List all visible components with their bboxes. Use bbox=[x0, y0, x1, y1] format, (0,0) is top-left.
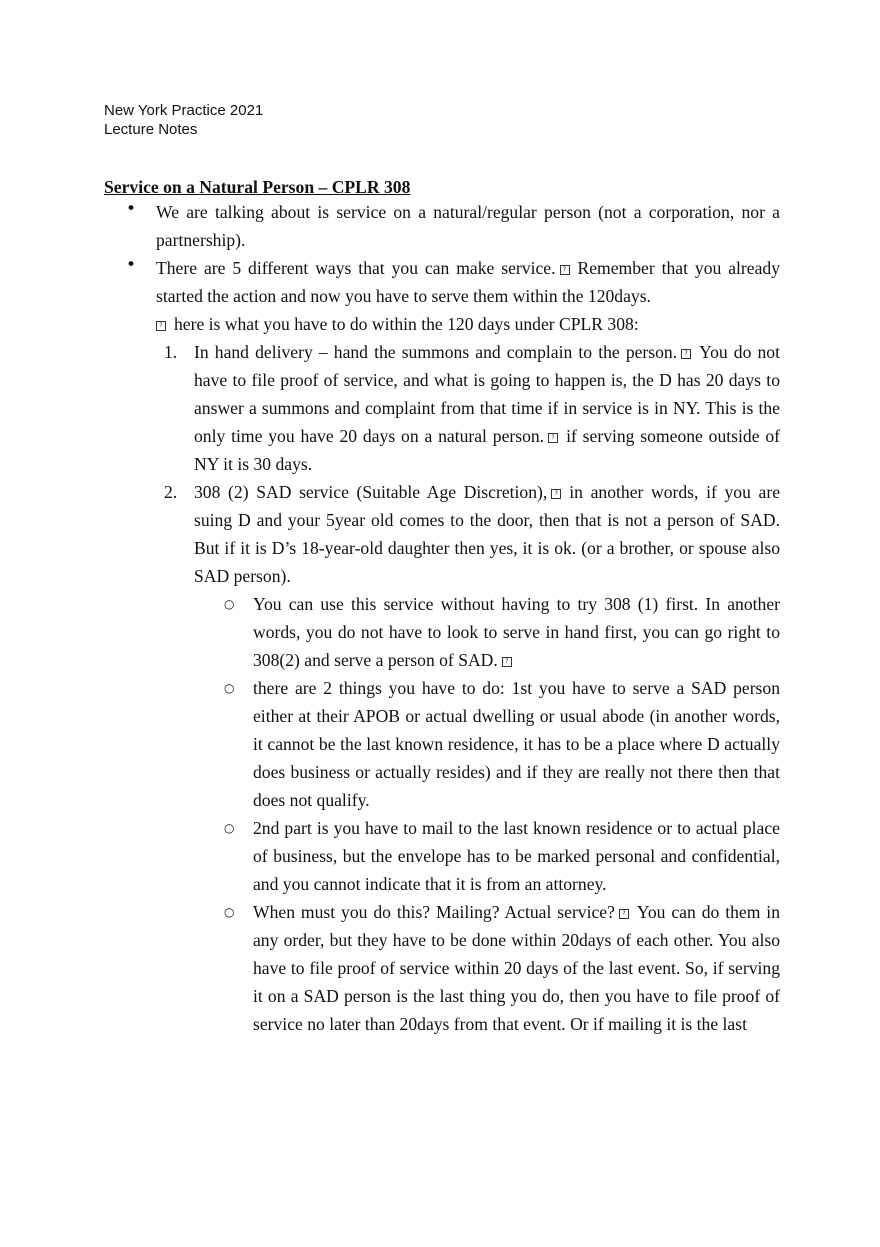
header-subtitle: Lecture Notes bbox=[104, 121, 198, 138]
bullet-list bbox=[104, 198, 780, 1038]
numbered-item bbox=[104, 478, 780, 1038]
item-text: 308 (2) SAD service (Suitable Age Discretion), bbox=[194, 482, 548, 502]
missing-glyph-icon: ? bbox=[560, 265, 570, 275]
sub-item bbox=[142, 814, 780, 898]
sub-item-text: 2nd part is you have to mail to the last known residence or to actual place of business, but the envelope has to be marked personal and confidential, and you cannot indicate that it is from an attorney. bbox=[253, 818, 780, 894]
item-number: 2. bbox=[164, 482, 178, 502]
missing-glyph-icon: ? bbox=[156, 321, 166, 331]
missing-glyph-icon: ? bbox=[548, 433, 558, 443]
bullet-text: We are talking about is service on a natural/regular person (not a corporation, nor a partnership). bbox=[156, 202, 780, 250]
document-body bbox=[104, 176, 780, 1038]
sub-item bbox=[142, 674, 780, 814]
sub-item-text: there are 2 things you have to do: 1st you have to serve a SAD person either at their APOB or actual dwelling or usual abode (in another words, it cannot be the last known residence, it has to be a place where D actually does business or actually resides) and if they are really not there then that does not qualify. bbox=[253, 678, 780, 810]
item-number: 1. bbox=[164, 342, 178, 362]
bullet-item bbox=[104, 254, 780, 1038]
document-header bbox=[104, 101, 263, 139]
missing-glyph-icon: ? bbox=[681, 349, 691, 359]
item-text: In hand delivery – hand the summons and complain to the person. bbox=[194, 342, 678, 362]
sub-list bbox=[194, 590, 780, 1038]
item-text: if serving someone outside of NY it is 30 days. bbox=[194, 426, 781, 474]
numbered-item bbox=[104, 338, 780, 478]
missing-glyph-icon: ? bbox=[502, 657, 512, 667]
missing-glyph-icon: ? bbox=[551, 489, 561, 499]
missing-glyph-icon: ? bbox=[619, 909, 629, 919]
bullet-text: Remember that you already started the action and now you have to serve them within the 120days. bbox=[156, 258, 780, 306]
section-heading: Service on a Natural Person – CPLR 308 bbox=[104, 177, 411, 197]
bullet-text: There are 5 different ways that you can make service. bbox=[156, 258, 556, 278]
sub-item bbox=[142, 898, 780, 1038]
header-course-title: New York Practice 2021 bbox=[104, 102, 264, 119]
item-text: in another words, if you are suing D and your 5year old comes to the door, then that is not a person of SAD. But if it is D’s 18-year-old daughter then yes, it is ok. (or a brother, or spouse also SAD person). bbox=[194, 482, 781, 586]
bullet-text: here is what you have to do within the 120 days under CPLR 308: bbox=[174, 314, 639, 334]
sub-item-text: When must you do this? Mailing? Actual service? bbox=[253, 902, 615, 922]
sub-item bbox=[142, 590, 780, 674]
numbered-list bbox=[156, 338, 780, 1038]
sub-item-text: You can do them in any order, but they have to be done within 20days of each other. You also have to file proof of service within 20 days of the last event. So, if serving it on a SAD person is the last thing you do, then you have to file proof of service no later than 20days from that event. Or if mailing it is the last bbox=[253, 902, 780, 1034]
item-text: You do not have to file proof of service, and what is going to happen is, the D has 20 days to answer a summons and complaint from that time if in service is in NY. This is the only time you have 20 days on a natural person. bbox=[194, 342, 780, 446]
bullet-item bbox=[104, 198, 780, 254]
sub-item-text: You can use this service without having to try 308 (1) first. In another words, you do not have to look to serve in hand first, you can go right to 308(2) and serve a person of SAD. bbox=[253, 594, 780, 670]
